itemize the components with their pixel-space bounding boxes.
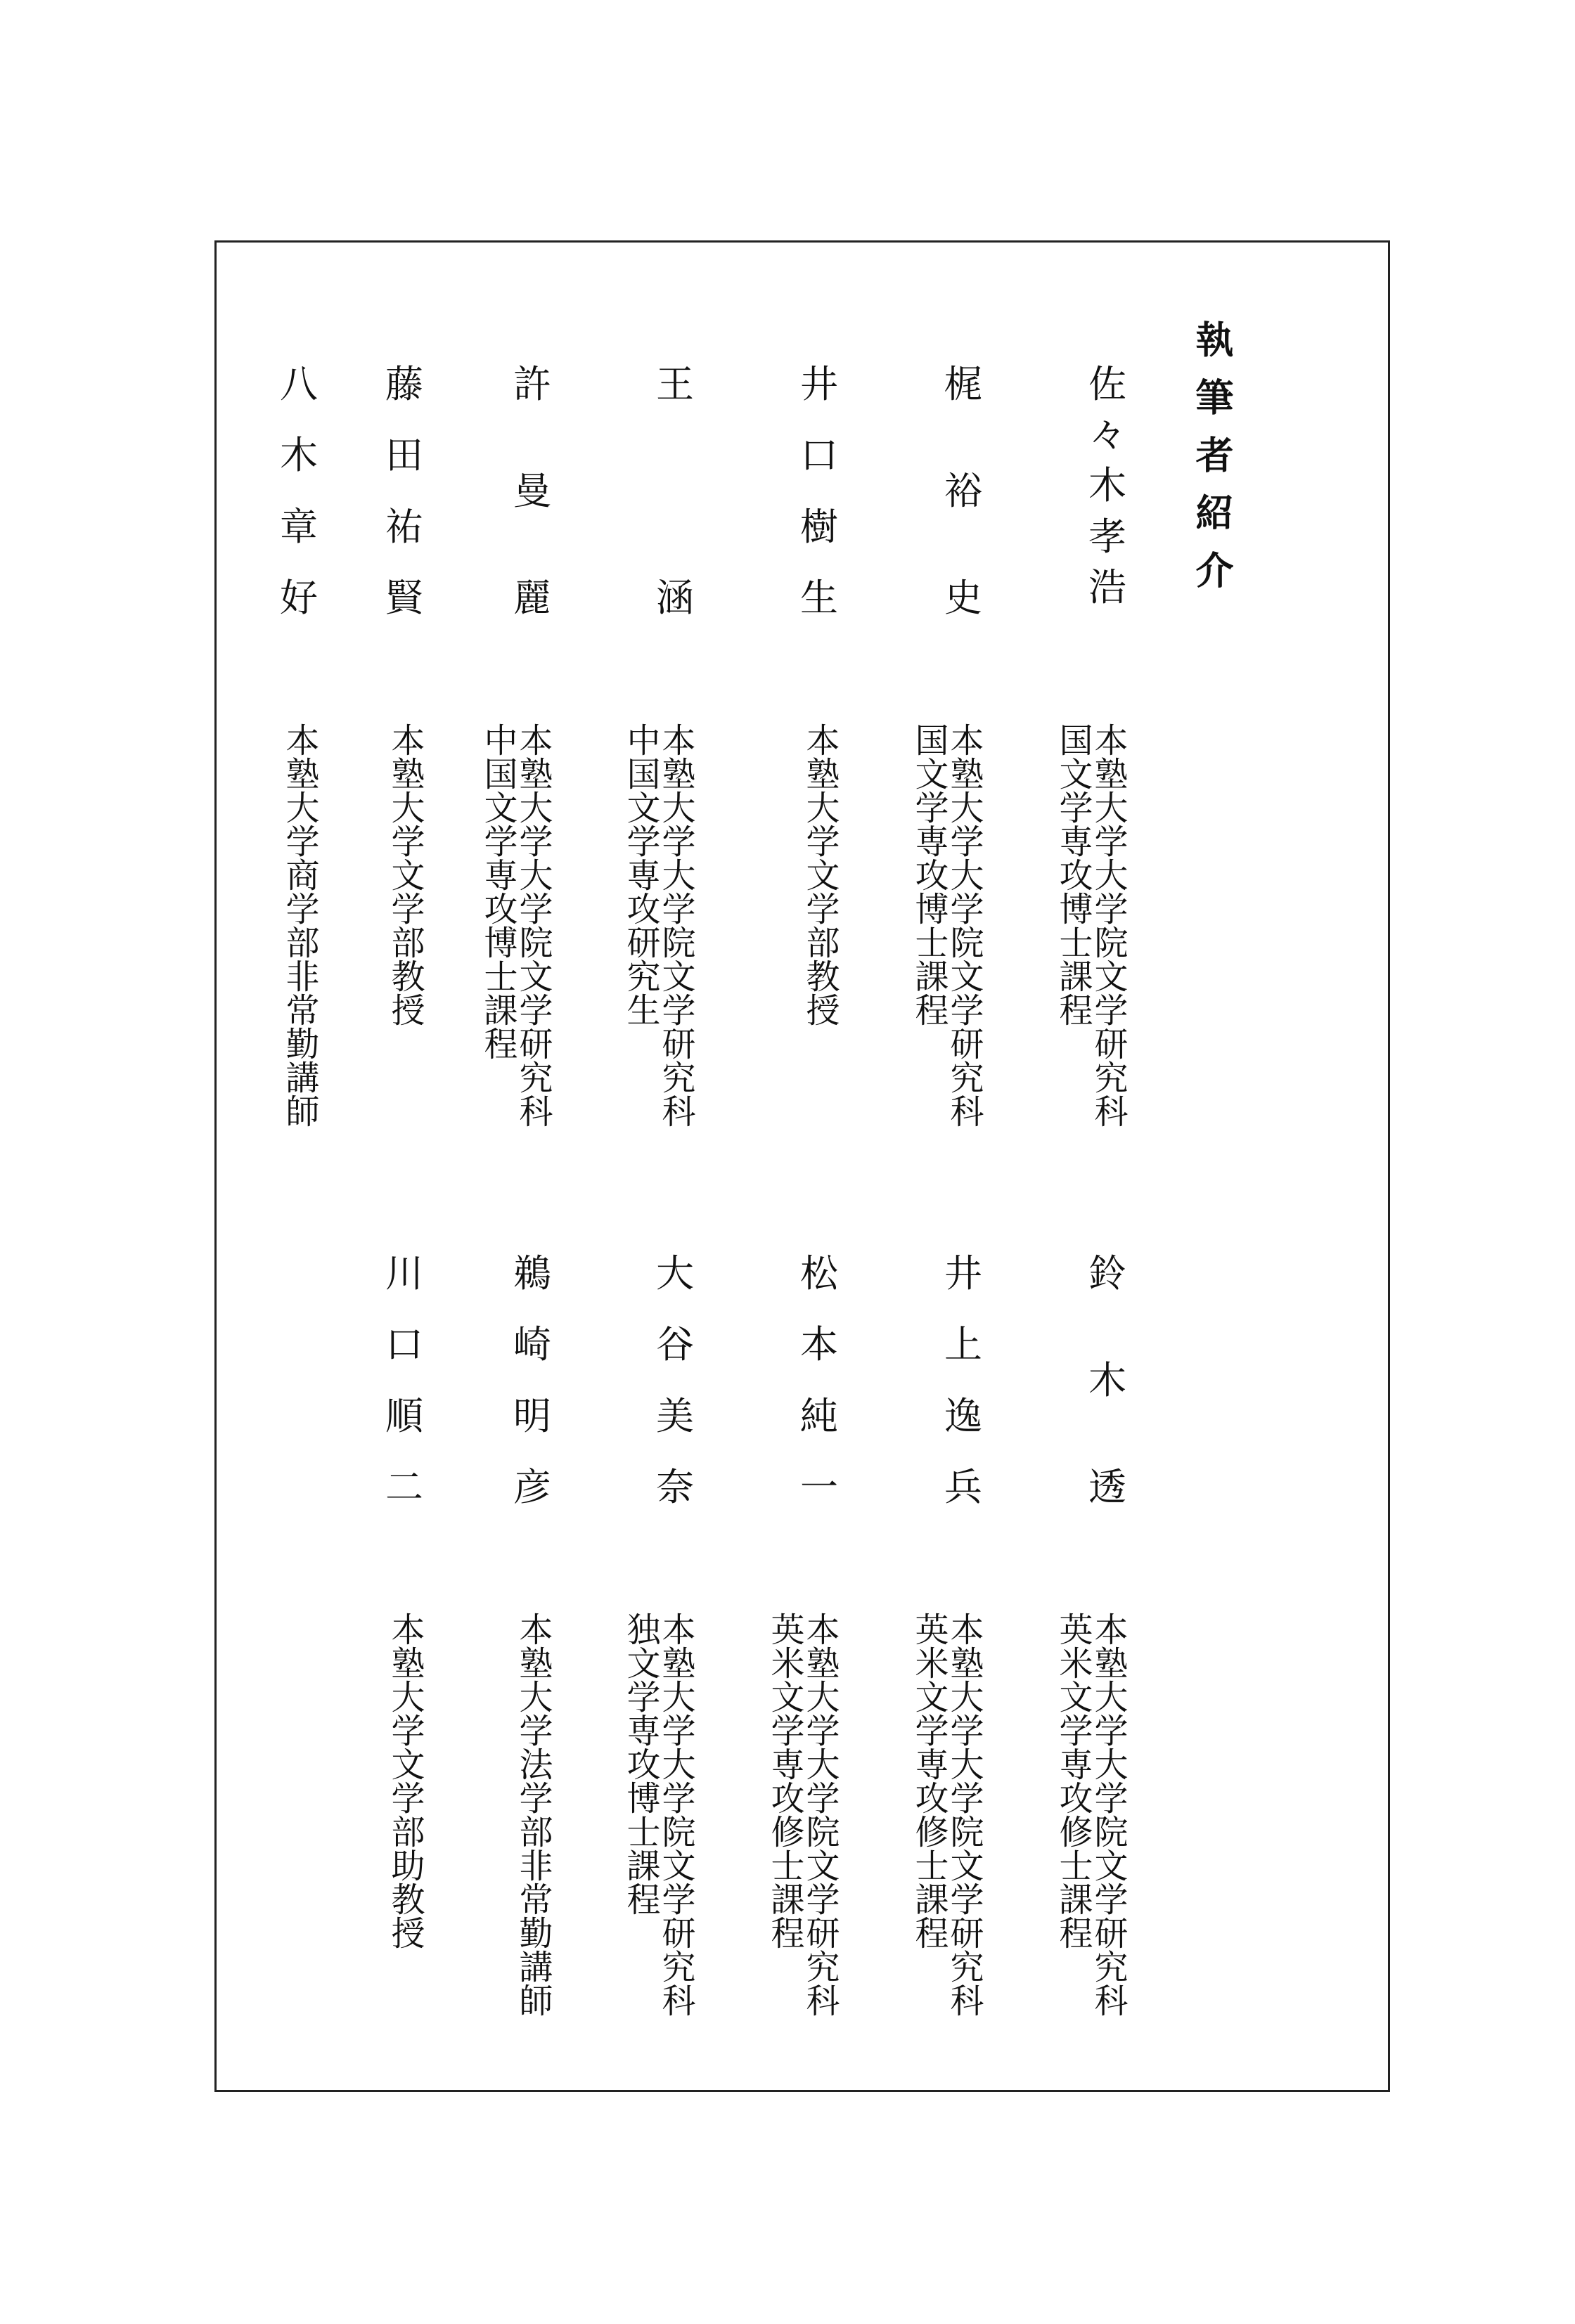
- name-char: 明: [513, 1393, 551, 1438]
- name-char: 木: [280, 433, 318, 478]
- name-char: 梶: [944, 362, 982, 406]
- name-char: 祐: [385, 504, 423, 549]
- affiliation-line: 本塾大学商学部非常勤講師: [280, 723, 319, 1128]
- affiliation-line: 本塾大学大学院文学研究科: [656, 723, 695, 1128]
- name-char: 鈴: [1088, 1251, 1126, 1296]
- affiliation-line: 国文学専攻博士課程: [909, 723, 949, 1026]
- name-char: 順: [385, 1393, 423, 1438]
- affiliation-line: 国文学専攻博士課程: [1053, 723, 1093, 1026]
- name-char: 口: [800, 433, 838, 478]
- name-char: 々: [1088, 413, 1126, 458]
- contributor-name: [893, 362, 1034, 759]
- name-char: 樹: [800, 504, 838, 549]
- contributor-name: [462, 362, 603, 759]
- name-char: 田: [385, 433, 423, 478]
- affiliation-line: 中国文学専攻研究生: [621, 723, 660, 1026]
- name-char: 谷: [656, 1322, 694, 1367]
- contributor-name: [605, 1251, 745, 1648]
- affiliation-line: 本塾大学文学部助教授: [385, 1612, 425, 1949]
- name-char: 上: [944, 1322, 982, 1367]
- name-char: 浩: [1088, 564, 1126, 609]
- name-char: 松: [800, 1251, 838, 1296]
- affiliation-line: 本塾大学文学部教授: [385, 723, 425, 1026]
- name-char: 純: [800, 1393, 838, 1438]
- name-char: 孝: [1088, 514, 1126, 559]
- name-char: 木: [1088, 1358, 1126, 1402]
- affiliation-line: 本塾大学法学部非常勤講師: [513, 1612, 553, 2017]
- name-char: 佐: [1088, 362, 1126, 406]
- affiliation-line: 本塾大学大学院文学研究科: [656, 1612, 695, 2017]
- contributor-name: [334, 1251, 475, 1648]
- affiliation-line: 本塾大学大学院文学研究科: [944, 1612, 984, 2017]
- name-char: 鵜: [513, 1251, 551, 1296]
- contributor-name: [462, 1251, 603, 1648]
- affiliation-line: 本塾大学大学院文学研究科: [513, 723, 553, 1128]
- name-char: 八: [280, 362, 318, 406]
- name-char: 藤: [385, 362, 423, 406]
- name-char: 美: [656, 1393, 694, 1438]
- affiliation-line: 本塾大学文学部教授: [800, 723, 840, 1026]
- affiliation-line: 本塾大学大学院文学研究科: [800, 1612, 840, 2017]
- name-char: 大: [656, 1251, 694, 1296]
- name-char: 井: [944, 1251, 982, 1296]
- contributor-name: [749, 362, 889, 759]
- name-char: 生: [800, 576, 838, 620]
- affiliation-line: 中国文学専攻博士課程: [478, 723, 518, 1060]
- name-char: 章: [280, 504, 318, 549]
- name-char: 一: [800, 1465, 838, 1509]
- name-char: 二: [385, 1465, 423, 1509]
- name-char: 木: [1088, 463, 1126, 508]
- name-char: 涵: [656, 576, 694, 620]
- name-char: 裕: [944, 469, 982, 513]
- affiliation-line: 英米文学専攻修士課程: [909, 1612, 949, 1949]
- name-char: 麗: [513, 576, 551, 620]
- name-char: 許: [513, 362, 551, 406]
- affiliation-line: 英米文学専攻修士課程: [765, 1612, 804, 1949]
- name-char: 口: [385, 1322, 423, 1367]
- name-char: 透: [1088, 1465, 1126, 1509]
- name-char: 崎: [513, 1322, 551, 1367]
- contributor-name: [605, 362, 745, 759]
- name-char: 王: [656, 362, 694, 406]
- affiliation-line: 本塾大学大学院文学研究科: [1088, 723, 1128, 1128]
- affiliation-line: 本塾大学大学院文学研究科: [944, 723, 984, 1128]
- affiliation-line: 独文学専攻博士課程: [621, 1612, 660, 1916]
- contributor-name: [893, 1251, 1034, 1648]
- name-char: 賢: [385, 576, 423, 620]
- name-char: 川: [385, 1251, 423, 1296]
- contributor-name: [1037, 1251, 1178, 1648]
- contributor-name: [1037, 362, 1178, 759]
- name-char: 逸: [944, 1393, 982, 1438]
- contributor-name: [749, 1251, 889, 1648]
- name-char: 井: [800, 362, 838, 406]
- name-char: 奈: [656, 1465, 694, 1509]
- name-char: 彦: [513, 1465, 551, 1509]
- name-char: 史: [944, 576, 982, 620]
- affiliation-line: 本塾大学大学院文学研究科: [1088, 1612, 1128, 2017]
- name-char: 曼: [513, 469, 551, 513]
- page-title: 執筆者紹介: [1190, 320, 1234, 608]
- name-char: 好: [280, 576, 318, 620]
- name-char: 兵: [944, 1465, 982, 1509]
- affiliation-line: 英米文学専攻修士課程: [1053, 1612, 1093, 1949]
- name-char: 本: [800, 1322, 838, 1367]
- contributor-name: [229, 362, 369, 759]
